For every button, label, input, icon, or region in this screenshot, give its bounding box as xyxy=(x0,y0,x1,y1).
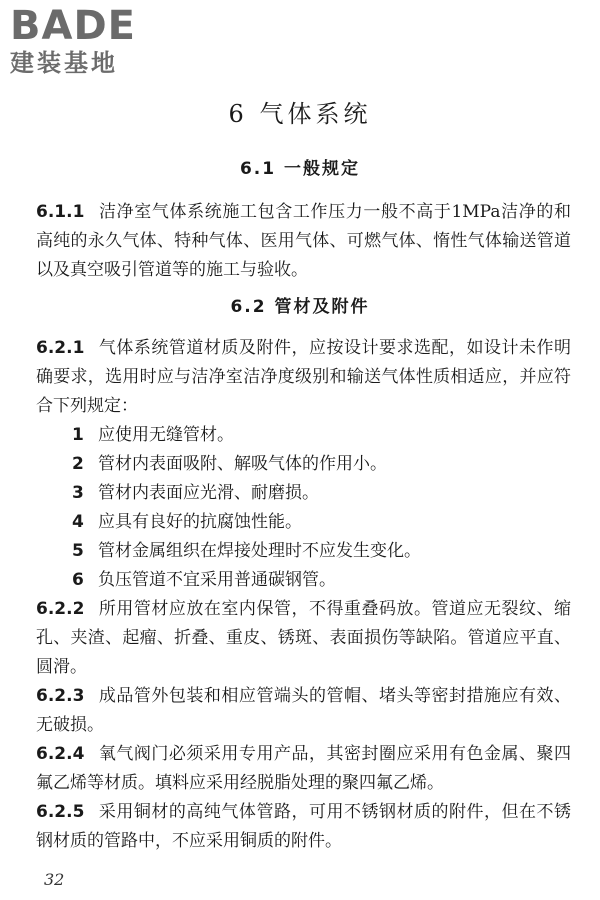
list-item xyxy=(72,537,572,566)
clause-text: 氧气阀门必须采用专用产品，其密封圈应采用有色金属、聚四氟乙烯等材质。填料应采用经脱脂处理的聚四氟乙烯。 xyxy=(36,744,571,793)
clause-6-2-4 xyxy=(36,740,571,798)
clause-6-2-5 xyxy=(36,798,571,856)
clause-text: 所用管材应放在室内保管，不得重叠码放。管道应无裂纹、缩孔、夹渣、起瘤、折叠、重皮、锈斑、表面损伤等缺陷。管道应平直、圆滑。 xyxy=(36,599,571,677)
clause-6-1-1 xyxy=(36,198,571,285)
list-item-text: 负压管道不宜采用普通碳钢管。 xyxy=(98,570,336,590)
clause-number: 6.2.4 xyxy=(36,744,85,764)
logo xyxy=(10,4,180,78)
list-item-number: 3 xyxy=(72,483,84,503)
clause-text: 气体系统管道材质及附件，应按设计要求选配，如设计未作明确要求，选用时应与洁净室洁净度级别和输送气体性质相适应，并应符合下列规定： xyxy=(36,338,571,416)
list-item-number: 5 xyxy=(72,541,84,561)
list-item-text: 应使用无缝管材。 xyxy=(98,425,234,445)
clause-text: 成品管外包装和相应管端头的管帽、堵头等密封措施应有效、无破损。 xyxy=(36,686,571,735)
clause-number: 6.2.1 xyxy=(36,338,85,358)
section-6-2-title: 6.2 管材及附件 xyxy=(230,297,370,317)
clause-number: 6.2.5 xyxy=(36,802,85,822)
logo-mark: BADE xyxy=(10,3,136,49)
list-item-number: 4 xyxy=(72,512,84,532)
clause-text: 洁净室气体系统施工包含工作压力一般不高于1MPa洁净的和高纯的永久气体、特种气体、医用气体、可燃气体、惰性气体输送管道以及真空吸引管道等的施工与验收。 xyxy=(36,202,571,280)
chapter-title: 6 气体系统 xyxy=(228,100,372,128)
list-item-text: 管材内表面吸附、解吸气体的作用小。 xyxy=(98,454,387,474)
clause-6-2-1 xyxy=(36,334,571,421)
page-number: 32 xyxy=(44,870,65,889)
clause-6-2-2 xyxy=(36,595,571,682)
list-item-number: 1 xyxy=(72,425,84,445)
clause-number: 6.1.1 xyxy=(36,202,85,222)
clause-number: 6.2.2 xyxy=(36,599,85,619)
clause-text: 采用铜材的高纯气体管路，可用不锈钢材质的附件，但在不锈钢材质的管路中，不应采用铜质的附件。 xyxy=(36,802,571,851)
list-item xyxy=(72,450,572,479)
clause-6-2-3 xyxy=(36,682,571,740)
list-item xyxy=(72,421,572,450)
list-item-text: 管材内表面应光滑、耐磨损。 xyxy=(98,483,319,503)
list-item-text: 应具有良好的抗腐蚀性能。 xyxy=(98,512,302,532)
list-item xyxy=(72,508,572,537)
list-item-number: 6 xyxy=(72,570,84,590)
list-item xyxy=(72,479,572,508)
list-item xyxy=(72,566,572,595)
list-item-text: 管材金属组织在焊接处理时不应发生变化。 xyxy=(98,541,421,561)
requirement-list xyxy=(72,421,572,595)
clause-number: 6.2.3 xyxy=(36,686,85,706)
section-6-1-title: 6.1 一般规定 xyxy=(239,159,361,179)
list-item-number: 2 xyxy=(72,454,84,474)
logo-subtitle: 建装基地 xyxy=(10,49,118,77)
